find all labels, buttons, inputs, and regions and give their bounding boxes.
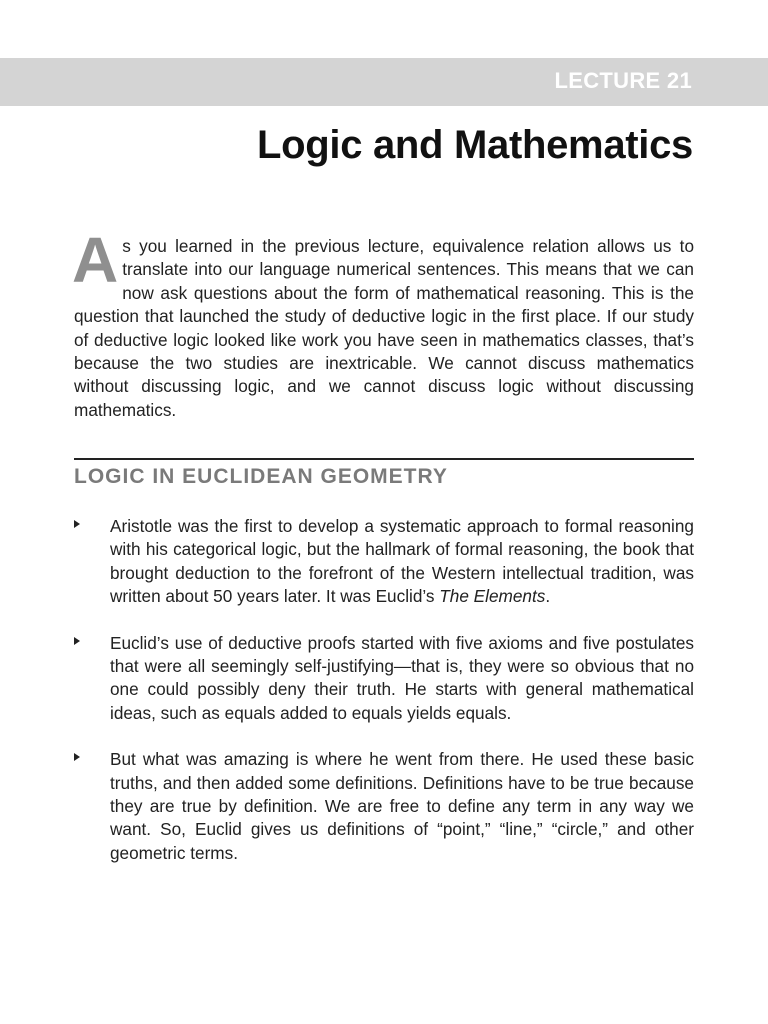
book-title: The Elements: [439, 586, 546, 607]
bullet-item: [74, 748, 694, 865]
intro-text: s you learned in the previous lecture, equivalence relation allows us to translate into our language numerical sentences. This means that we can now ask questions about the form of mathematical reasoning. This is the question that launched the study of deductive logic in the first place. If our study of deductive logic looked like work you have seen in mathematics classes, that’s because the two studies are inextricable. We cannot discuss mathematics without discussing logic, and we cannot discuss logic without discussing mathematics.: [74, 236, 694, 420]
bullet-list: [74, 515, 694, 888]
bullet-item: [74, 515, 694, 609]
bullet-text: Aristotle was the first to develop a systematic approach to formal reasoning with his categorical logic, but the hallmark of formal reasoning, the book that brought deduction to the forefront of the Western intellectual tradition, was written about 50 years later. It was Euclid’s The Elements.: [110, 516, 694, 607]
page-title: Logic and Mathematics: [256, 123, 693, 167]
bullet-text: But what was amazing is where he went from there. He used these basic truths, and then added some definitions. Definitions have to be true because they are true by definition. We are free to define any term in any way we want. So, Euclid gives us definitions of “point,” “line,” “circle,” and other geometric terms.: [110, 749, 694, 863]
lecture-band: [0, 58, 768, 106]
triangle-bullet-icon: [74, 753, 80, 761]
section-divider: [74, 458, 694, 460]
bullet-text: Euclid’s use of deductive proofs started with five axioms and five postulates that were all seemingly self-justifying—that is, they were so obvious that no one could possibly deny their truth. He starts with general mathematical ideas, such as equals added to equals yields equals.: [110, 632, 694, 723]
section-heading: LOGIC IN EUCLIDEAN GEOMETRY: [74, 465, 448, 488]
lecture-number: LECTURE 21: [554, 68, 692, 93]
bullet-item: [74, 632, 694, 726]
intro-paragraph: [72, 224, 694, 422]
triangle-bullet-icon: [74, 520, 80, 528]
triangle-bullet-icon: [74, 637, 80, 645]
drop-cap: A: [72, 224, 119, 296]
